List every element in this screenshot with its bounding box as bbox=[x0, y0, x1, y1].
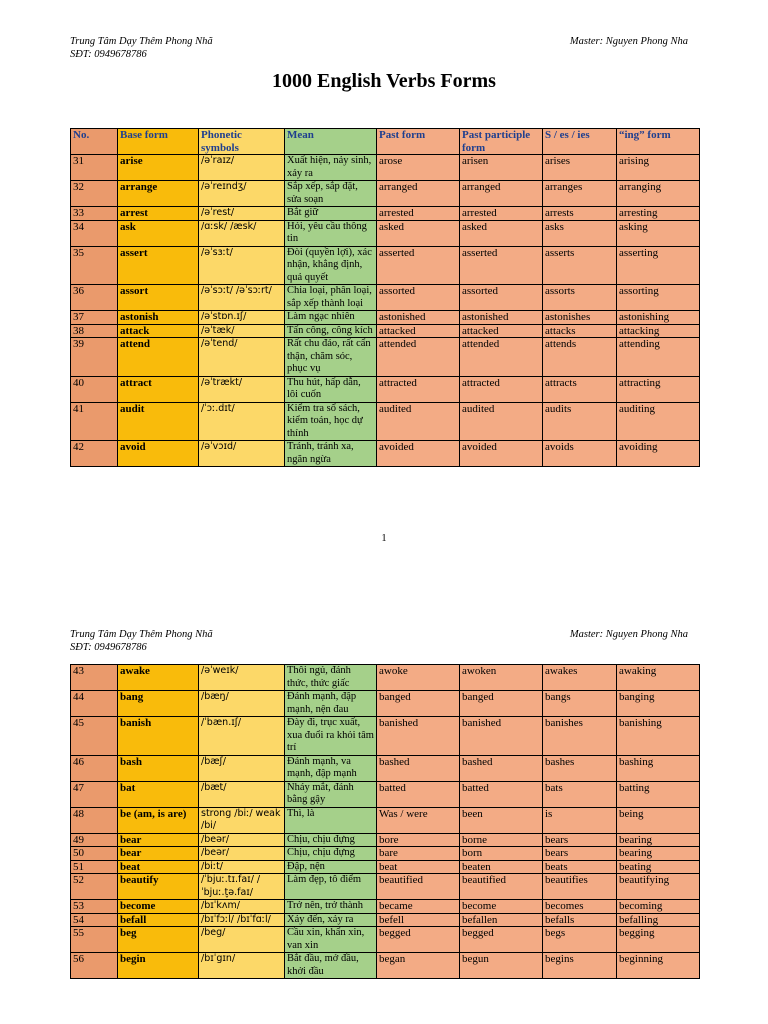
cell-past: batted bbox=[377, 781, 460, 807]
cell-past: banged bbox=[377, 691, 460, 717]
cell-s-es-ies: begs bbox=[543, 927, 617, 953]
cell-no: 37 bbox=[71, 311, 118, 325]
cell-mean: Chịu, chịu đựng bbox=[285, 847, 377, 861]
cell-phonetic: /əˈweɪk/ bbox=[199, 665, 285, 691]
cell-no: 41 bbox=[71, 402, 118, 441]
cell-no: 53 bbox=[71, 900, 118, 914]
cell-past: attended bbox=[377, 338, 460, 377]
cell-past: arose bbox=[377, 155, 460, 181]
cell-past: arranged bbox=[377, 181, 460, 207]
cell-no: 33 bbox=[71, 207, 118, 221]
table-row bbox=[71, 324, 700, 338]
cell-past-participle: begged bbox=[460, 927, 543, 953]
cell-s-es-ies: attracts bbox=[543, 376, 617, 402]
cell-base-form: bear bbox=[118, 847, 199, 861]
cell-past-participle: assorted bbox=[460, 285, 543, 311]
cell-mean: Đánh mạnh, va mạnh, đập mạnh bbox=[285, 755, 377, 781]
table-row bbox=[71, 155, 700, 181]
cell-ing: asking bbox=[617, 220, 700, 246]
cell-past: audited bbox=[377, 402, 460, 441]
cell-ing: asserting bbox=[617, 246, 700, 285]
cell-phonetic: /beər/ bbox=[199, 833, 285, 847]
cell-s-es-ies: avoids bbox=[543, 441, 617, 467]
cell-past: attacked bbox=[377, 324, 460, 338]
cell-no: 47 bbox=[71, 781, 118, 807]
cell-s-es-ies: asks bbox=[543, 220, 617, 246]
cell-ing: auditing bbox=[617, 402, 700, 441]
cell-past-participle: arrested bbox=[460, 207, 543, 221]
cell-past-participle: beautified bbox=[460, 874, 543, 900]
cell-s-es-ies: awakes bbox=[543, 665, 617, 691]
cell-mean: Thôi ngủ, đánh thức, thức giấc bbox=[285, 665, 377, 691]
page-header bbox=[70, 35, 688, 61]
cell-ing: arresting bbox=[617, 207, 700, 221]
cell-s-es-ies: bats bbox=[543, 781, 617, 807]
table-row bbox=[71, 246, 700, 285]
cell-no: 35 bbox=[71, 246, 118, 285]
cell-phonetic: /bæt/ bbox=[199, 781, 285, 807]
cell-base-form: befall bbox=[118, 913, 199, 927]
cell-mean: Xuất hiện, nảy sinh, xảy ra bbox=[285, 155, 377, 181]
table-row bbox=[71, 900, 700, 914]
cell-s-es-ies: bears bbox=[543, 847, 617, 861]
cell-base-form: begin bbox=[118, 953, 199, 979]
cell-base-form: banish bbox=[118, 717, 199, 756]
cell-past-participle: beaten bbox=[460, 860, 543, 874]
verbs-table-page-2 bbox=[70, 664, 700, 979]
cell-phonetic: /bæŋ/ bbox=[199, 691, 285, 717]
cell-phonetic: /beg/ bbox=[199, 927, 285, 953]
cell-mean: Chia loại, phân loại, sắp xếp thành loại bbox=[285, 285, 377, 311]
cell-ing: attending bbox=[617, 338, 700, 377]
cell-ing: being bbox=[617, 807, 700, 833]
cell-past-participle: asked bbox=[460, 220, 543, 246]
table-row bbox=[71, 860, 700, 874]
col-header-phonetic: Phonetic symbols bbox=[199, 129, 285, 155]
col-header-no: No. bbox=[71, 129, 118, 155]
cell-phonetic: /beər/ bbox=[199, 847, 285, 861]
cell-no: 40 bbox=[71, 376, 118, 402]
cell-past: banished bbox=[377, 717, 460, 756]
cell-no: 50 bbox=[71, 847, 118, 861]
cell-base-form: assort bbox=[118, 285, 199, 311]
cell-past: beat bbox=[377, 860, 460, 874]
cell-base-form: arise bbox=[118, 155, 199, 181]
cell-past-participle: befallen bbox=[460, 913, 543, 927]
cell-phonetic: /əˈtæk/ bbox=[199, 324, 285, 338]
cell-ing: becoming bbox=[617, 900, 700, 914]
cell-s-es-ies: asserts bbox=[543, 246, 617, 285]
center-name: Trung Tâm Dạy Thêm Phong Nhã bbox=[70, 629, 213, 640]
cell-mean: Thì, là bbox=[285, 807, 377, 833]
cell-past-participle: attracted bbox=[460, 376, 543, 402]
cell-past: bare bbox=[377, 847, 460, 861]
cell-no: 32 bbox=[71, 181, 118, 207]
cell-phonetic: /əˈvɔɪd/ bbox=[199, 441, 285, 467]
cell-mean: Nháy mắt, đánh bằng gậy bbox=[285, 781, 377, 807]
cell-mean: Bắt giữ bbox=[285, 207, 377, 221]
cell-past: attracted bbox=[377, 376, 460, 402]
col-header-ing: “ing” form bbox=[617, 129, 700, 155]
cell-ing: bearing bbox=[617, 847, 700, 861]
cell-past-participle: arisen bbox=[460, 155, 543, 181]
cell-base-form: avoid bbox=[118, 441, 199, 467]
cell-phonetic: /əˈstɒn.ɪʃ/ bbox=[199, 311, 285, 325]
cell-mean: Kiểm tra sổ sách, kiểm toán, học dự thính bbox=[285, 402, 377, 441]
cell-past-participle: born bbox=[460, 847, 543, 861]
cell-s-es-ies: beautifies bbox=[543, 874, 617, 900]
master-name: Master: Nguyen Phong Nha bbox=[569, 629, 688, 640]
cell-no: 48 bbox=[71, 807, 118, 833]
cell-no: 44 bbox=[71, 691, 118, 717]
cell-ing: attracting bbox=[617, 376, 700, 402]
cell-no: 55 bbox=[71, 927, 118, 953]
cell-base-form: bang bbox=[118, 691, 199, 717]
cell-past-participle: borne bbox=[460, 833, 543, 847]
cell-s-es-ies: arrests bbox=[543, 207, 617, 221]
cell-mean: Sắp xếp, sắp đặt, sửa soạn bbox=[285, 181, 377, 207]
cell-phonetic: /bɪˈfɔːl/ /bɪˈfɑːl/ bbox=[199, 913, 285, 927]
table-row bbox=[71, 220, 700, 246]
cell-past-participle: banished bbox=[460, 717, 543, 756]
cell-phonetic: /əˈtrækt/ bbox=[199, 376, 285, 402]
cell-mean: Cầu xin, khẩn xin, van xin bbox=[285, 927, 377, 953]
cell-no: 38 bbox=[71, 324, 118, 338]
cell-mean: Rất chu đáo, rất cẩn thận, chăm sóc, phục vụ bbox=[285, 338, 377, 377]
cell-past: beautified bbox=[377, 874, 460, 900]
cell-mean: Đánh mạnh, đập mạnh, nện đau bbox=[285, 691, 377, 717]
cell-base-form: audit bbox=[118, 402, 199, 441]
cell-base-form: attract bbox=[118, 376, 199, 402]
cell-no: 39 bbox=[71, 338, 118, 377]
cell-s-es-ies: arises bbox=[543, 155, 617, 181]
cell-mean: Trở nên, trở thành bbox=[285, 900, 377, 914]
cell-mean: Làm ngạc nhiên bbox=[285, 311, 377, 325]
cell-past: Was / were bbox=[377, 807, 460, 833]
cell-past-participle: been bbox=[460, 807, 543, 833]
cell-no: 56 bbox=[71, 953, 118, 979]
cell-base-form: beg bbox=[118, 927, 199, 953]
cell-ing: attacking bbox=[617, 324, 700, 338]
table-row bbox=[71, 847, 700, 861]
cell-s-es-ies: is bbox=[543, 807, 617, 833]
cell-phonetic: /əˈraɪz/ bbox=[199, 155, 285, 181]
verbs-table-page-1 bbox=[70, 128, 700, 467]
cell-no: 36 bbox=[71, 285, 118, 311]
cell-past-participle: awoken bbox=[460, 665, 543, 691]
cell-s-es-ies: befalls bbox=[543, 913, 617, 927]
cell-no: 34 bbox=[71, 220, 118, 246]
cell-past-participle: banged bbox=[460, 691, 543, 717]
cell-base-form: attend bbox=[118, 338, 199, 377]
cell-past: avoided bbox=[377, 441, 460, 467]
cell-ing: avoiding bbox=[617, 441, 700, 467]
center-name: Trung Tâm Dạy Thêm Phong Nhã bbox=[70, 36, 213, 47]
cell-phonetic: /ɑːsk/ /æsk/ bbox=[199, 220, 285, 246]
cell-past-participle: attacked bbox=[460, 324, 543, 338]
cell-mean: Chịu, chịu đựng bbox=[285, 833, 377, 847]
cell-no: 45 bbox=[71, 717, 118, 756]
cell-s-es-ies: bears bbox=[543, 833, 617, 847]
cell-mean: Tránh, tránh xa, ngăn ngừa bbox=[285, 441, 377, 467]
table-row bbox=[71, 285, 700, 311]
table-row bbox=[71, 665, 700, 691]
cell-mean: Xảy đến, xảy ra bbox=[285, 913, 377, 927]
cell-mean: Bắt đầu, mở đầu, khởi đầu bbox=[285, 953, 377, 979]
cell-ing: beginning bbox=[617, 953, 700, 979]
col-header-s-es-ies: S / es / ies bbox=[543, 129, 617, 155]
table-header-row bbox=[71, 129, 700, 155]
cell-ing: bashing bbox=[617, 755, 700, 781]
cell-mean: Hỏi, yêu cầu thông tin bbox=[285, 220, 377, 246]
cell-past: bore bbox=[377, 833, 460, 847]
cell-past-participle: audited bbox=[460, 402, 543, 441]
cell-no: 46 bbox=[71, 755, 118, 781]
table-row bbox=[71, 927, 700, 953]
cell-no: 52 bbox=[71, 874, 118, 900]
cell-phonetic: /əˈrest/ bbox=[199, 207, 285, 221]
cell-s-es-ies: begins bbox=[543, 953, 617, 979]
cell-past: begged bbox=[377, 927, 460, 953]
document-title: 1000 English Verbs Forms bbox=[272, 70, 496, 92]
cell-ing: befalling bbox=[617, 913, 700, 927]
cell-phonetic: /əˈtend/ bbox=[199, 338, 285, 377]
phone-number: SĐT: 0949678786 bbox=[70, 49, 147, 60]
col-header-past-participle: Past participle form bbox=[460, 129, 543, 155]
cell-past-participle: astonished bbox=[460, 311, 543, 325]
cell-base-form: ask bbox=[118, 220, 199, 246]
cell-phonetic: /bæʃ/ bbox=[199, 755, 285, 781]
cell-phonetic: /biːt/ bbox=[199, 860, 285, 874]
cell-s-es-ies: audits bbox=[543, 402, 617, 441]
table-row bbox=[71, 833, 700, 847]
cell-past-participle: arranged bbox=[460, 181, 543, 207]
table-row bbox=[71, 807, 700, 833]
cell-s-es-ies: assorts bbox=[543, 285, 617, 311]
cell-no: 49 bbox=[71, 833, 118, 847]
table-row bbox=[71, 311, 700, 325]
page-header bbox=[70, 628, 688, 654]
table-row bbox=[71, 181, 700, 207]
cell-mean: Đập, nện bbox=[285, 860, 377, 874]
cell-ing: begging bbox=[617, 927, 700, 953]
cell-past-participle: avoided bbox=[460, 441, 543, 467]
cell-ing: astonishing bbox=[617, 311, 700, 325]
cell-base-form: bash bbox=[118, 755, 199, 781]
cell-base-form: become bbox=[118, 900, 199, 914]
cell-base-form: awake bbox=[118, 665, 199, 691]
cell-phonetic: /əˈreɪndʒ/ bbox=[199, 181, 285, 207]
cell-past-participle: attended bbox=[460, 338, 543, 377]
cell-ing: assorting bbox=[617, 285, 700, 311]
cell-past: arrested bbox=[377, 207, 460, 221]
cell-mean: Đòi (quyền lợi), xác nhận, khẳng định, quả quyết bbox=[285, 246, 377, 285]
cell-ing: bearing bbox=[617, 833, 700, 847]
cell-phonetic: /əˈsɜːt/ bbox=[199, 246, 285, 285]
cell-s-es-ies: beats bbox=[543, 860, 617, 874]
cell-s-es-ies: astonishes bbox=[543, 311, 617, 325]
cell-phonetic: /əˈsɔːt/ /əˈsɔːrt/ bbox=[199, 285, 285, 311]
cell-past: asked bbox=[377, 220, 460, 246]
cell-past: befell bbox=[377, 913, 460, 927]
table-row bbox=[71, 755, 700, 781]
cell-ing: arranging bbox=[617, 181, 700, 207]
table-row bbox=[71, 874, 700, 900]
master-name: Master: Nguyen Phong Nha bbox=[569, 36, 688, 47]
cell-base-form: beat bbox=[118, 860, 199, 874]
cell-s-es-ies: attends bbox=[543, 338, 617, 377]
cell-ing: beating bbox=[617, 860, 700, 874]
cell-phonetic: /bɪˈkʌm/ bbox=[199, 900, 285, 914]
cell-phonetic: /ˈɔː.dɪt/ bbox=[199, 402, 285, 441]
cell-phonetic: /ˈbæn.ɪʃ/ bbox=[199, 717, 285, 756]
table-row bbox=[71, 441, 700, 467]
cell-mean: Đày đi, trục xuất, xua đuổi ra khỏi tâm trí bbox=[285, 717, 377, 756]
cell-phonetic: /ˈbjuː.tɪ.faɪ/ /ˈbjuː.t̬ə.faɪ/ bbox=[199, 874, 285, 900]
cell-no: 31 bbox=[71, 155, 118, 181]
table-row bbox=[71, 913, 700, 927]
cell-s-es-ies: attacks bbox=[543, 324, 617, 338]
table-row bbox=[71, 781, 700, 807]
table-row bbox=[71, 717, 700, 756]
cell-phonetic: /bɪˈgɪn/ bbox=[199, 953, 285, 979]
cell-ing: batting bbox=[617, 781, 700, 807]
cell-past: began bbox=[377, 953, 460, 979]
cell-no: 42 bbox=[71, 441, 118, 467]
table-row bbox=[71, 338, 700, 377]
table-row bbox=[71, 376, 700, 402]
col-header-mean: Mean bbox=[285, 129, 377, 155]
cell-s-es-ies: banishes bbox=[543, 717, 617, 756]
cell-base-form: arrest bbox=[118, 207, 199, 221]
cell-s-es-ies: arranges bbox=[543, 181, 617, 207]
cell-past: became bbox=[377, 900, 460, 914]
cell-ing: banishing bbox=[617, 717, 700, 756]
cell-past-participle: bashed bbox=[460, 755, 543, 781]
cell-s-es-ies: becomes bbox=[543, 900, 617, 914]
cell-no: 51 bbox=[71, 860, 118, 874]
cell-no: 54 bbox=[71, 913, 118, 927]
page-number: 1 bbox=[381, 533, 387, 544]
cell-past-participle: asserted bbox=[460, 246, 543, 285]
cell-past-participle: begun bbox=[460, 953, 543, 979]
cell-base-form: arrange bbox=[118, 181, 199, 207]
cell-base-form: be (am, is are) bbox=[118, 807, 199, 833]
table-row bbox=[71, 207, 700, 221]
cell-no: 43 bbox=[71, 665, 118, 691]
cell-ing: banging bbox=[617, 691, 700, 717]
cell-base-form: attack bbox=[118, 324, 199, 338]
cell-past: awoke bbox=[377, 665, 460, 691]
cell-base-form: beautify bbox=[118, 874, 199, 900]
cell-mean: Thu hút, hấp dẫn, lôi cuốn bbox=[285, 376, 377, 402]
cell-past-participle: batted bbox=[460, 781, 543, 807]
cell-past: assorted bbox=[377, 285, 460, 311]
cell-base-form: bear bbox=[118, 833, 199, 847]
phone-number: SĐT: 0949678786 bbox=[70, 642, 147, 653]
cell-past: bashed bbox=[377, 755, 460, 781]
col-header-past: Past form bbox=[377, 129, 460, 155]
table-row bbox=[71, 953, 700, 979]
cell-mean: Làm đẹp, tô điểm bbox=[285, 874, 377, 900]
cell-s-es-ies: bangs bbox=[543, 691, 617, 717]
table-row bbox=[71, 691, 700, 717]
cell-base-form: bat bbox=[118, 781, 199, 807]
cell-mean: Tấn công, công kích bbox=[285, 324, 377, 338]
cell-past-participle: become bbox=[460, 900, 543, 914]
cell-ing: beautifying bbox=[617, 874, 700, 900]
col-header-base-form: Base form bbox=[118, 129, 199, 155]
cell-past: astonished bbox=[377, 311, 460, 325]
cell-base-form: astonish bbox=[118, 311, 199, 325]
cell-ing: awaking bbox=[617, 665, 700, 691]
cell-phonetic: strong /biː/ weak /bi/ bbox=[199, 807, 285, 833]
cell-past: asserted bbox=[377, 246, 460, 285]
cell-s-es-ies: bashes bbox=[543, 755, 617, 781]
table-row bbox=[71, 402, 700, 441]
cell-base-form: assert bbox=[118, 246, 199, 285]
cell-ing: arising bbox=[617, 155, 700, 181]
